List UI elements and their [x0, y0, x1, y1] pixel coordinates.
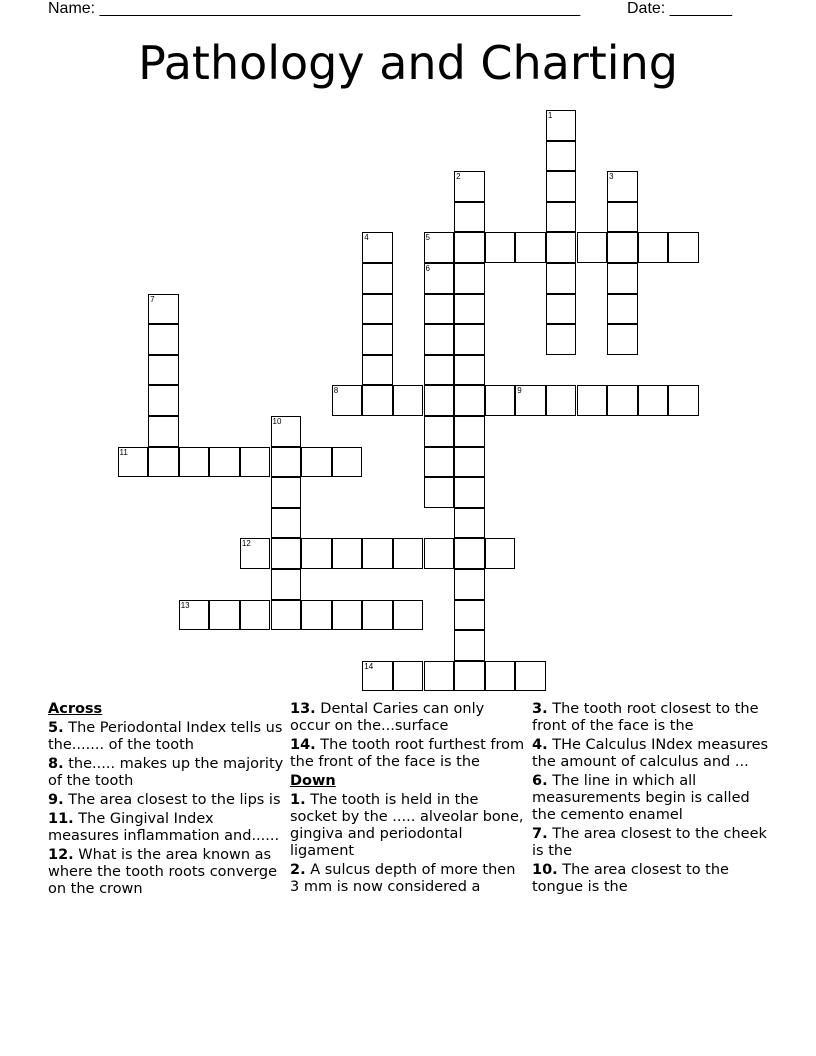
crossword-cell[interactable] — [454, 232, 485, 263]
crossword-cell[interactable] — [546, 232, 577, 263]
clue-number-label: 7 — [150, 294, 155, 304]
crossword-cell[interactable] — [271, 569, 302, 600]
clue-number-label: 14 — [364, 661, 374, 671]
crossword-cell[interactable] — [362, 324, 393, 355]
clue-number-label: 3 — [609, 172, 614, 182]
clue-number: 14. — [290, 737, 316, 753]
crossword-cell[interactable] — [454, 600, 485, 631]
crossword-cell[interactable] — [607, 202, 638, 233]
crossword-cell[interactable] — [240, 447, 271, 478]
crossword-cell[interactable] — [577, 232, 608, 263]
crossword-cell[interactable] — [577, 385, 608, 416]
crossword-cell[interactable] — [546, 171, 577, 202]
clue-text: The tooth root closest to the front of the face is the — [532, 701, 759, 734]
down-clue — [290, 862, 526, 896]
clue-column-1 — [48, 701, 284, 900]
crossword-cell[interactable] — [271, 508, 302, 539]
clue-text: The tooth is held in the socket by the ..... alveolar bone, gingiva and periodontal ligament — [290, 792, 524, 859]
crossword-cell[interactable] — [424, 324, 455, 355]
crossword-cell[interactable] — [332, 447, 363, 478]
across-heading: Across — [48, 701, 103, 717]
clue-text: The area closest to the cheek is the — [532, 826, 767, 859]
crossword-cell[interactable] — [362, 385, 393, 416]
crossword-cell[interactable] — [454, 355, 485, 386]
crossword-cell[interactable] — [638, 232, 669, 263]
crossword-cell[interactable] — [424, 416, 455, 447]
crossword-cell[interactable] — [240, 600, 271, 631]
clue-number: 11. — [48, 811, 74, 827]
date-field-label: Date: _______ — [627, 0, 732, 17]
clue-number: 12. — [48, 847, 74, 863]
crossword-cell[interactable] — [362, 600, 393, 631]
across-clue — [290, 737, 526, 771]
crossword-cell[interactable] — [271, 600, 302, 631]
crossword-cell[interactable] — [485, 232, 516, 263]
clue-number: 7. — [532, 826, 548, 842]
clue-number: 1. — [290, 792, 306, 808]
crossword-cell[interactable] — [424, 538, 455, 569]
crossword-cell[interactable] — [301, 538, 332, 569]
crossword-cell[interactable] — [546, 263, 577, 294]
crossword-cell[interactable] — [607, 324, 638, 355]
clue-number-label: 6 — [425, 264, 430, 273]
crossword-cell[interactable] — [485, 538, 516, 569]
crossword-cell[interactable] — [424, 661, 455, 692]
crossword-cell[interactable] — [638, 385, 669, 416]
clue-number: 2. — [290, 862, 306, 878]
clue-text: The area closest to the tongue is the — [532, 862, 729, 895]
crossword-cell[interactable] — [607, 263, 638, 294]
crossword-cell[interactable] — [209, 600, 240, 631]
clue-number: 5. — [48, 720, 64, 736]
clue-number: 6. — [532, 773, 548, 789]
down-heading: Down — [290, 773, 336, 789]
clue-number-label: 2 — [456, 172, 461, 182]
crossword-cell[interactable] — [424, 355, 455, 386]
crossword-cell[interactable] — [332, 538, 363, 569]
name-field-label: Name: ______________________________________________________ — [48, 0, 581, 17]
crossword-cell[interactable] — [668, 385, 699, 416]
crossword-cell[interactable] — [607, 385, 638, 416]
clue-number-label: 10 — [272, 417, 282, 426]
across-clue — [48, 847, 284, 898]
clue-number-label: 9 — [517, 386, 522, 396]
down-clue — [532, 737, 772, 771]
crossword-cell[interactable] — [148, 416, 179, 447]
crossword-cell[interactable] — [454, 263, 485, 294]
crossword-cell[interactable] — [393, 385, 424, 416]
crossword-cell[interactable] — [148, 447, 179, 478]
crossword-cell[interactable] — [271, 477, 302, 508]
page-title: Pathology and Charting — [138, 36, 678, 90]
crossword-cell[interactable] — [454, 447, 485, 478]
crossword-cell[interactable] — [454, 385, 485, 416]
crossword-cell[interactable] — [515, 661, 546, 692]
crossword-cell[interactable] — [454, 569, 485, 600]
crossword-cell[interactable] — [546, 202, 577, 233]
crossword-cell[interactable] — [546, 294, 577, 325]
crossword-cell[interactable] — [546, 385, 577, 416]
across-clue — [290, 701, 526, 735]
crossword-cell[interactable] — [424, 477, 455, 508]
crossword-cell[interactable] — [209, 447, 240, 478]
crossword-cell[interactable] — [454, 508, 485, 539]
crossword-cell[interactable] — [424, 447, 455, 478]
crossword-cell[interactable] — [271, 538, 302, 569]
clue-text: The Gingival Index measures inflammation and...... — [48, 811, 280, 844]
crossword-cell[interactable] — [454, 294, 485, 325]
down-clue — [532, 701, 772, 735]
clue-number-label: 1 — [547, 111, 553, 120]
crossword-cell[interactable] — [668, 232, 699, 263]
clue-text: Dental Caries can only occur on the...surface — [290, 701, 485, 734]
crossword-cell[interactable] — [271, 447, 302, 478]
clue-column-2 — [290, 701, 526, 898]
clue-number-label: 11 — [119, 447, 128, 457]
crossword-cell[interactable] — [454, 477, 485, 508]
clue-text: the..... makes up the majority of the tooth — [48, 756, 284, 789]
crossword-cell[interactable] — [393, 538, 424, 569]
crossword-cell[interactable] — [454, 416, 485, 447]
crossword-cell[interactable] — [393, 600, 424, 631]
down-clue — [532, 826, 772, 860]
down-clue — [532, 862, 772, 896]
crossword-cell[interactable] — [485, 661, 516, 692]
crossword-cell[interactable] — [362, 538, 393, 569]
crossword-cell[interactable] — [607, 294, 638, 325]
clue-number-label: 13 — [180, 600, 190, 610]
down-clue — [290, 792, 526, 860]
clue-number-label: 8 — [333, 386, 339, 396]
clue-number-label: 5 — [425, 233, 430, 243]
clue-column-3 — [532, 701, 772, 898]
crossword-cell[interactable] — [454, 661, 485, 692]
crossword-cell[interactable] — [332, 600, 363, 631]
crossword-cell[interactable] — [179, 447, 210, 478]
crossword-cell[interactable] — [362, 294, 393, 325]
clue-text: The Periodontal Index tells us the....... of the tooth — [48, 720, 283, 753]
clue-text: The tooth root furthest from the front of the face is the — [290, 737, 525, 770]
clue-number: 4. — [532, 737, 548, 753]
crossword-cell[interactable] — [362, 355, 393, 386]
crossword-cell[interactable] — [454, 324, 485, 355]
clue-number-label: 12 — [241, 539, 251, 549]
crossword-cell[interactable] — [454, 630, 485, 661]
across-clue — [48, 792, 284, 809]
crossword-cell[interactable] — [393, 661, 424, 692]
clue-number: 3. — [532, 701, 548, 717]
crossword-cell[interactable] — [607, 232, 638, 263]
clue-text: The line in which all measurements begin is called the cemento enamel — [532, 773, 750, 823]
across-clue — [48, 720, 284, 754]
crossword-cell[interactable] — [515, 232, 546, 263]
clue-text: The area closest to the lips is — [63, 792, 281, 808]
crossword-cell[interactable] — [148, 324, 179, 355]
across-clue — [48, 756, 284, 790]
crossword-cell[interactable] — [301, 600, 332, 631]
crossword-cell[interactable] — [148, 355, 179, 386]
clue-text: A sulcus depth of more then 3 mm is now considered a — [290, 862, 516, 895]
across-clue — [48, 811, 284, 845]
crossword-cell[interactable] — [362, 263, 393, 294]
clue-text: What is the area known as where the tooth roots converge on the crown — [48, 847, 278, 897]
clue-number: 8. — [48, 756, 64, 772]
crossword-cell[interactable] — [546, 141, 577, 172]
clue-number: 10. — [532, 862, 558, 878]
clue-number: 9. — [48, 792, 64, 808]
crossword-cell[interactable] — [454, 538, 485, 569]
clue-number: 13. — [290, 701, 316, 717]
crossword-cell[interactable] — [424, 385, 455, 416]
clue-text: THe Calculus INdex measures the amount of calculus and ... — [532, 737, 769, 770]
crossword-cell[interactable] — [485, 385, 516, 416]
down-clue — [532, 773, 772, 824]
crossword-cell[interactable] — [454, 202, 485, 233]
crossword-cell[interactable] — [546, 324, 577, 355]
clue-number-label: 4 — [364, 233, 369, 243]
crossword-cell[interactable] — [301, 447, 332, 478]
crossword-cell[interactable] — [148, 385, 179, 416]
crossword-cell[interactable] — [424, 294, 455, 325]
